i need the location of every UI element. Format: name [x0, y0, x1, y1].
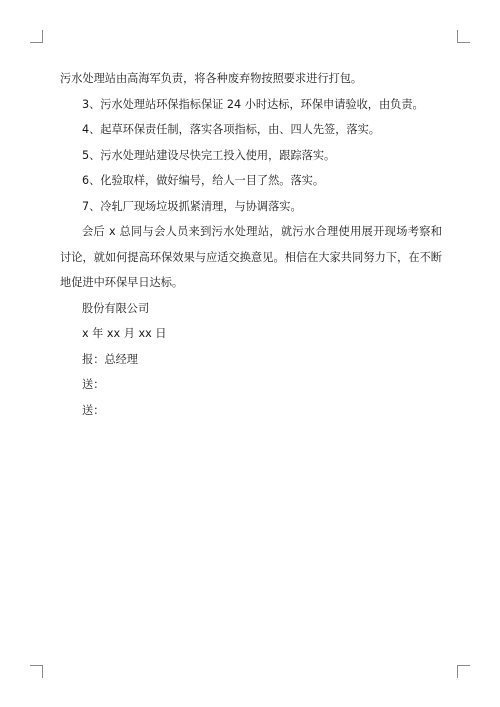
- list-item-6: 6、化验取样，做好编号，给人一目了然。落实。: [82, 174, 325, 187]
- list-item-7: 7、冷轧厂现场垃圾抓紧清理，与协调落实。: [82, 199, 302, 213]
- send-to-2: 送：: [82, 403, 105, 417]
- crop-mark-bottom-left: [30, 665, 43, 678]
- list-item-5: 5、污水处理站建设尽快完工投入使用，跟踪落实。: [82, 148, 336, 162]
- report-to: 报：总经理: [82, 352, 138, 366]
- crop-mark-bottom-right: [457, 665, 470, 678]
- company-name: 股份有限公司: [82, 301, 150, 315]
- list-item-3: 3、污水处理站环保指标保证 24 小时达标，环保申请验收，由负责。: [82, 97, 424, 111]
- send-to-1: 送：: [82, 378, 105, 391]
- document-date: x 年 xx 月 xx 日: [82, 327, 167, 340]
- document-body: [60, 66, 442, 423]
- crop-mark-top-left: [30, 30, 43, 43]
- crop-mark-top-right: [457, 30, 470, 43]
- meeting-paragraph: 会后 x 总同与会人员来到污水处理站，就污水合理使用展开现场考察和讨论，就如何提高环保效果与应适交换意见。相信在大家共同努力下，在不断地促进中环保早日达标。: [60, 225, 442, 289]
- list-item-4: 4、起草环保责任制，落实各项指标，由、四人先签，落实。: [82, 123, 380, 136]
- paragraph-line: 污水处理站由高海军负责，将各种废弃物按照要求进行打包。: [60, 72, 363, 85]
